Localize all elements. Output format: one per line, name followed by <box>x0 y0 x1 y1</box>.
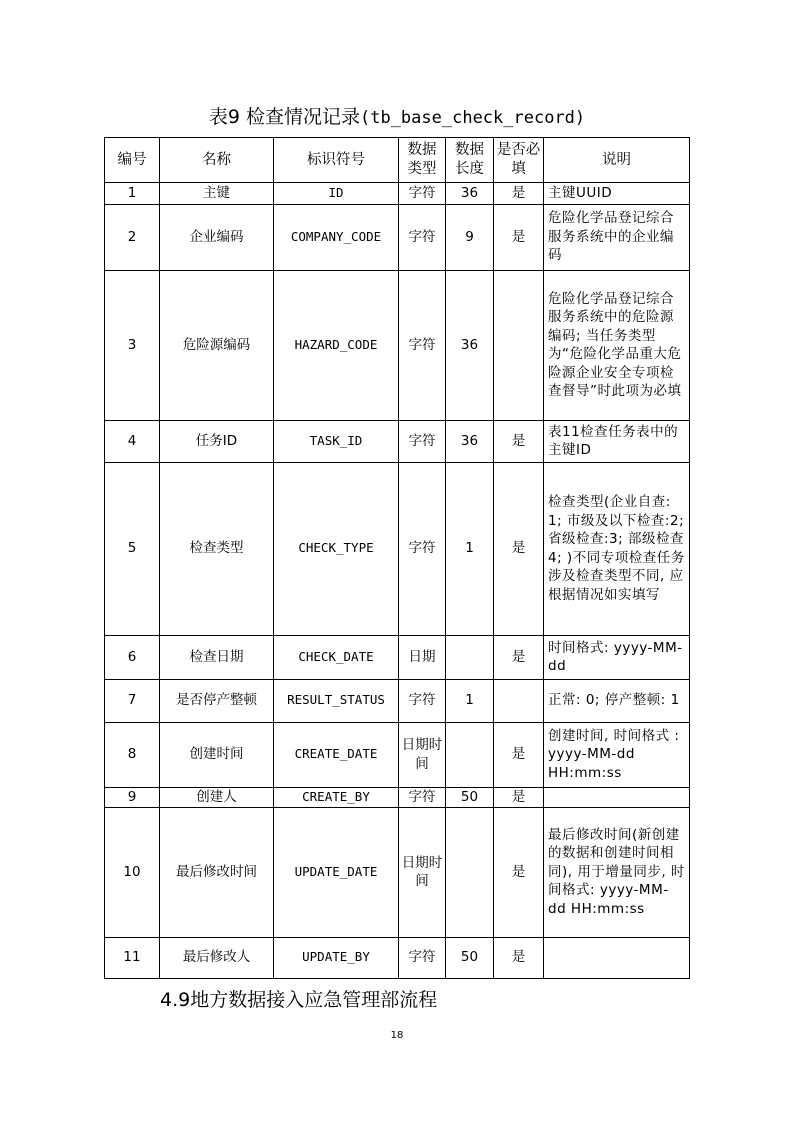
cell-length <box>446 635 494 679</box>
cell-length: 1 <box>446 462 494 635</box>
cell-name: 创建人 <box>160 787 274 807</box>
cell-type: 字符 <box>399 787 446 807</box>
cell-name: 是否停产整顿 <box>160 679 274 722</box>
cell-required: 是 <box>494 807 544 937</box>
cell-type: 字符 <box>399 679 446 722</box>
cell-required: 是 <box>494 462 544 635</box>
cell-code: CREATE_BY <box>274 787 399 807</box>
cell-name: 检查日期 <box>160 635 274 679</box>
cell-length: 9 <box>446 204 494 270</box>
cell-type: 字符 <box>399 462 446 635</box>
cell-desc: 危险化学品登记综合服务系统中的企业编码 <box>544 204 690 270</box>
cell-code: CHECK_DATE <box>274 635 399 679</box>
cell-no: 8 <box>105 722 160 787</box>
cell-desc: 最后修改时间(新创建的数据和创建时间相同), 用于增量同步, 时间格式: yyyy-MM-dd HH:mm:ss <box>544 807 690 937</box>
table-title-text: 表9 检查情况记录 <box>208 106 360 128</box>
table-title <box>0 104 794 131</box>
cell-type: 字符 <box>399 420 446 462</box>
cell-no: 9 <box>105 787 160 807</box>
cell-required <box>494 679 544 722</box>
header-code: 标识符号 <box>274 138 399 183</box>
cell-no: 6 <box>105 635 160 679</box>
cell-code: RESULT_STATUS <box>274 679 399 722</box>
cell-name: 最后修改人 <box>160 937 274 978</box>
cell-no: 3 <box>105 270 160 420</box>
cell-type: 日期时间 <box>399 807 446 937</box>
cell-name: 最后修改时间 <box>160 807 274 937</box>
cell-name: 创建时间 <box>160 722 274 787</box>
table-row <box>105 635 690 679</box>
cell-desc: 创建时间, 时间格式 : yyyy-MM-dd HH:mm:ss <box>544 722 690 787</box>
cell-required: 是 <box>494 420 544 462</box>
header-length: 数据长度 <box>446 138 494 183</box>
cell-desc: 表11检查任务表中的主键ID <box>544 420 690 462</box>
table-row <box>105 270 690 420</box>
cell-length <box>446 722 494 787</box>
section-heading: 4.9地方数据接入应急管理部流程 <box>160 989 438 1011</box>
cell-type: 字符 <box>399 937 446 978</box>
page-number: 18 <box>390 1030 404 1041</box>
cell-type: 字符 <box>399 204 446 270</box>
cell-name: 任务ID <box>160 420 274 462</box>
cell-no: 7 <box>105 679 160 722</box>
cell-length: 36 <box>446 420 494 462</box>
cell-required: 是 <box>494 635 544 679</box>
table-row <box>105 722 690 787</box>
header-row <box>105 138 690 183</box>
cell-code: UPDATE_DATE <box>274 807 399 937</box>
table-row <box>105 420 690 462</box>
cell-type: 日期时间 <box>399 722 446 787</box>
cell-length: 50 <box>446 937 494 978</box>
cell-desc: 主键UUID <box>544 183 690 205</box>
cell-name: 检查类型 <box>160 462 274 635</box>
field-table <box>104 137 690 979</box>
cell-no: 4 <box>105 420 160 462</box>
cell-no: 2 <box>105 204 160 270</box>
cell-no: 11 <box>105 937 160 978</box>
table-row <box>105 462 690 635</box>
cell-required: 是 <box>494 937 544 978</box>
cell-code: HAZARD_CODE <box>274 270 399 420</box>
cell-code: CREATE_DATE <box>274 722 399 787</box>
cell-desc <box>544 787 690 807</box>
table-row <box>105 679 690 722</box>
cell-length: 36 <box>446 270 494 420</box>
table-row <box>105 204 690 270</box>
cell-desc: 危险化学品登记综合服务系统中的危险源编码; 当任务类型为“危险化学品重大危险源企业安全专项检查督导”时此项为必填 <box>544 270 690 420</box>
cell-code: COMPANY_CODE <box>274 204 399 270</box>
cell-code: UPDATE_BY <box>274 937 399 978</box>
cell-length <box>446 807 494 937</box>
cell-required: 是 <box>494 722 544 787</box>
table-row <box>105 807 690 937</box>
header-required: 是否必填 <box>494 138 544 183</box>
cell-required: 是 <box>494 183 544 205</box>
cell-name: 企业编码 <box>160 204 274 270</box>
table-title-code: (tb_base_check_record) <box>359 108 586 128</box>
table-row <box>105 183 690 205</box>
cell-required <box>494 270 544 420</box>
cell-no: 10 <box>105 807 160 937</box>
cell-length: 36 <box>446 183 494 205</box>
cell-name: 主键 <box>160 183 274 205</box>
cell-desc: 正常: 0; 停产整顿: 1 <box>544 679 690 722</box>
cell-code: ID <box>274 183 399 205</box>
cell-length: 50 <box>446 787 494 807</box>
cell-name: 危险源编码 <box>160 270 274 420</box>
cell-code: TASK_ID <box>274 420 399 462</box>
header-type: 数据类型 <box>399 138 446 183</box>
header-no: 编号 <box>105 138 160 183</box>
cell-type: 日期 <box>399 635 446 679</box>
header-desc: 说明 <box>544 138 690 183</box>
cell-desc: 时间格式: yyyy-MM-dd <box>544 635 690 679</box>
cell-desc: 检查类型(企业自查: 1; 市级及以下检查:2;省级检查:3; 部级检查4; )不同专项检查任务涉及检查类型不同, 应根据情况如实填写 <box>544 462 690 635</box>
header-name: 名称 <box>160 138 274 183</box>
cell-desc <box>544 937 690 978</box>
cell-no: 1 <box>105 183 160 205</box>
cell-no: 5 <box>105 462 160 635</box>
cell-type: 字符 <box>399 270 446 420</box>
cell-required: 是 <box>494 204 544 270</box>
cell-length: 1 <box>446 679 494 722</box>
table-row <box>105 787 690 807</box>
table-row <box>105 937 690 978</box>
cell-code: CHECK_TYPE <box>274 462 399 635</box>
cell-type: 字符 <box>399 183 446 205</box>
cell-required: 是 <box>494 787 544 807</box>
